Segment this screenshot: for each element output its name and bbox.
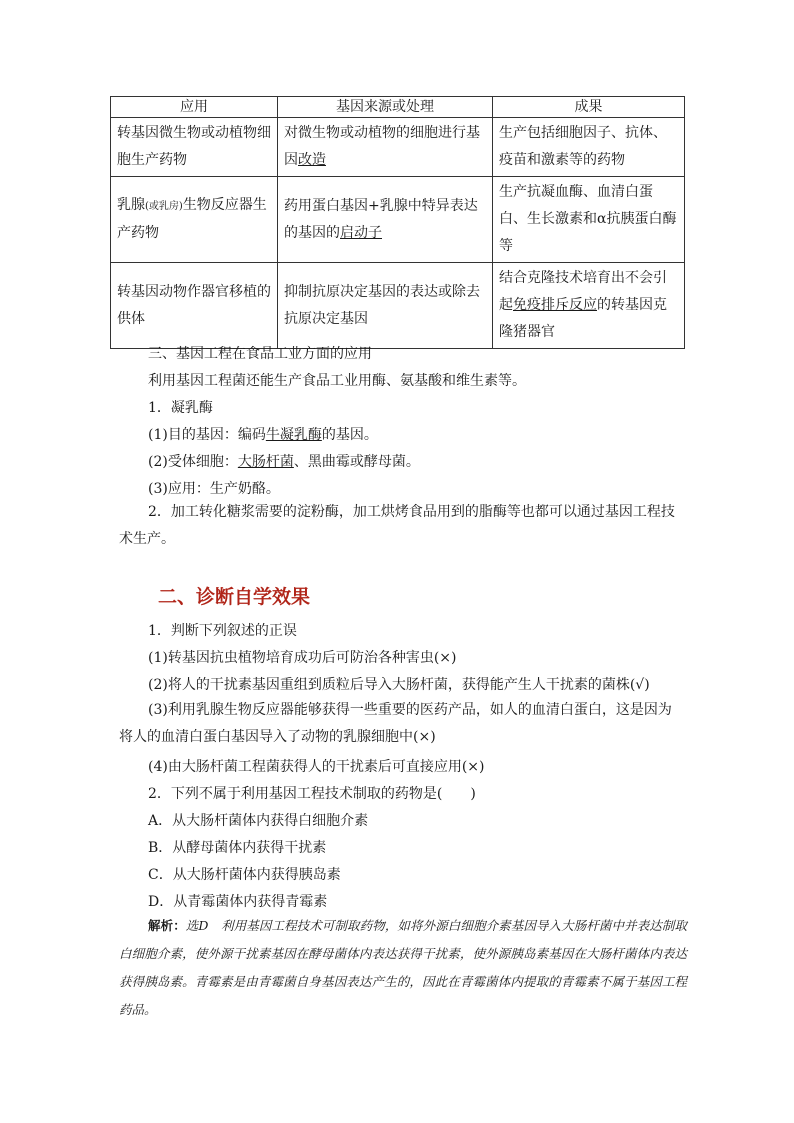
- text-segment: (1)目的基因：编码: [148, 427, 266, 443]
- header-cell: 基因来源或处理: [278, 97, 493, 118]
- underlined-term: 免疫排斥反应: [513, 297, 597, 313]
- list-item: [148, 424, 378, 444]
- list-item: [148, 451, 420, 471]
- text-segment: 结合克隆技术培育出不会引起: [499, 270, 667, 313]
- explanation-text: 选D 利用基因工程技术可制取药物，如将外源白细胞介素基因导入大肠杆菌中并表达制取白细胞介素，使外源干扰素基因在酵母菌体内表达获得干扰素，使外源胰岛素基因在大肠杆菌体内表达获得胰岛素。青霉素是由青霉菌自身基因表达产生的，因此在青霉菌体内提取的青霉素不属于基因工程药品。: [119, 918, 687, 1017]
- text-segment: 药用蛋白基因+乳腺中特异表达的基因的: [284, 197, 478, 241]
- table-cell-result: 生产包括细胞因子、抗体、疫苗和激素等的药物: [493, 118, 685, 177]
- table-row: [111, 263, 685, 349]
- table-cell-result: [493, 263, 685, 349]
- option-c: C．从大肠杆菌体内获得胰岛素: [148, 867, 341, 883]
- text-segment: (2)受体细胞：: [148, 454, 238, 470]
- option-b: B．从酵母菌体内获得干扰素: [148, 840, 327, 856]
- header-cell: 成果: [493, 97, 685, 118]
- underlined-term: 改造: [298, 152, 326, 168]
- underlined-term: 启动子: [340, 224, 382, 241]
- statement: (1)转基因抗虫植物培育成功后可防治各种害虫(×): [148, 650, 457, 666]
- table-cell-result: 生产抗凝血酶、血清白蛋白、生长激素和α抗胰蛋白酶等: [493, 177, 685, 263]
- table-cell-source: [278, 177, 493, 263]
- table-cell-source: 抑制抗原决定基因的表达或除去抗原决定基因: [278, 263, 493, 349]
- text-segment: 的基因。: [321, 427, 378, 443]
- text-segment: 的转基因克隆猪器官: [499, 297, 667, 340]
- question: 1．判断下列叙述的正误: [148, 623, 297, 639]
- section-title: 三、基因工程在食品工业方面的应用: [148, 346, 372, 362]
- table-cell-application: 转基因微生物或动植物细胞生产药物: [111, 118, 278, 177]
- question: 2．下列不属于利用基因工程技术制取的药物是( ): [148, 786, 476, 802]
- small-note: (或乳房): [145, 201, 183, 212]
- table-cell-application: 转基因动物作器官移植的供体: [111, 263, 278, 349]
- list-item: (3)应用：生产奶酪。: [148, 481, 280, 497]
- underlined-term: 大肠杆菌: [237, 454, 294, 470]
- text-segment: 对微生物或动植物的细胞进行基因: [284, 125, 480, 168]
- underlined-term: 牛凝乳酶: [265, 427, 322, 443]
- table-cell-application: [111, 177, 278, 263]
- intro-text: 利用基因工程菌还能生产食品工业用酶、氨基酸和维生素等。: [148, 373, 526, 389]
- table-header-row: [111, 97, 685, 118]
- table-row: [111, 118, 685, 177]
- text-segment: 、黑曲霉或酵母菌。: [293, 454, 420, 470]
- explanation-label: 解析：: [148, 918, 186, 933]
- text-segment: 乳腺: [117, 197, 145, 213]
- option-a: A．从大肠杆菌体内获得白细胞介素: [148, 813, 369, 829]
- paragraph: 2．加工转化糖浆需要的淀粉酶，加工烘烤食品用到的脂酶等也都可以通过基因工程技术生产。: [119, 504, 675, 547]
- statement: (3)利用乳腺生物反应器能够获得一些重要的医药产品，如人的血清白蛋白，这是因为将人的血清白蛋白基因导入了动物的乳腺细胞中(×): [119, 702, 672, 745]
- text-segment: 生物反应器生产药物: [117, 197, 267, 241]
- explanation: [119, 912, 687, 1024]
- applications-table: [110, 96, 685, 349]
- table-cell-source: [278, 118, 493, 177]
- section-heading: 二、诊断自学效果: [158, 586, 311, 608]
- statement: (4)由大肠杆菌工程菌获得人的干扰素后可直接应用(×): [148, 759, 485, 775]
- list-item: 1．凝乳酶: [148, 400, 213, 416]
- header-cell: 应用: [111, 97, 278, 118]
- table-row: [111, 177, 685, 263]
- statement: (2)将人的干扰素基因重组到质粒后导入大肠杆菌，获得能产生人干扰素的菌株(√): [148, 677, 650, 693]
- option-d: D．从青霉菌体内获得青霉素: [148, 894, 328, 910]
